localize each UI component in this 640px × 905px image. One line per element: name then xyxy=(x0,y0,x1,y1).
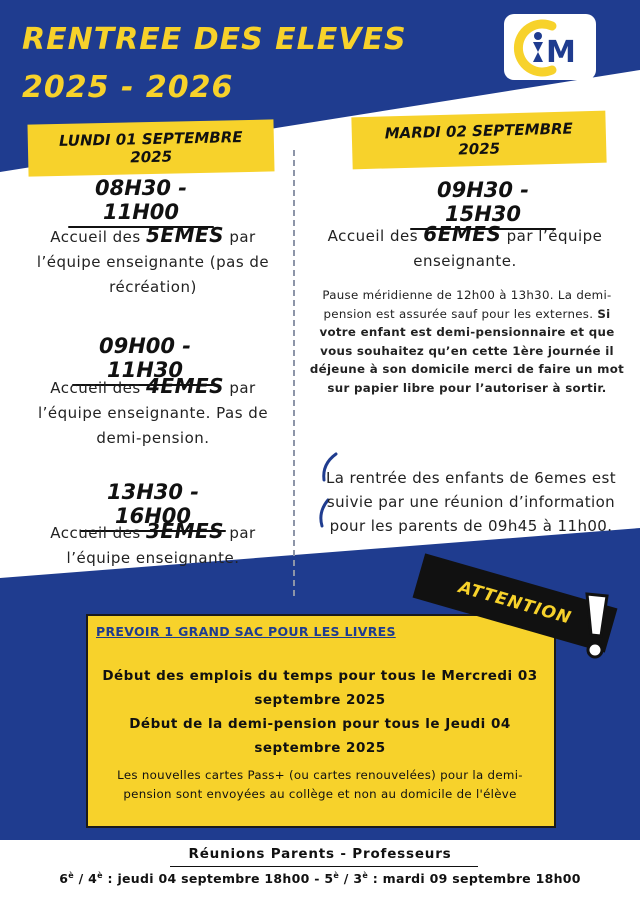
session-time-3emes: 13H30 - 16H00 xyxy=(80,480,226,532)
grade-4: 4 xyxy=(88,871,98,887)
page-title: RENTREE DES ELEVES xyxy=(22,22,407,57)
session-post: par xyxy=(229,379,256,397)
session-pre: Accueil des xyxy=(50,379,141,397)
meeting-date-1: : jeudi 04 septembre 18h00 - xyxy=(102,871,325,887)
meetings-dates xyxy=(0,871,640,886)
monday-header: LUNDI 01 SEPTEMBRE 2025 xyxy=(27,119,274,176)
exclamation-bar xyxy=(587,594,607,636)
meetings-title: Réunions Parents - Professeurs xyxy=(188,846,452,862)
tuesday-header: MARDI 02 SEPTEMBRE 2025 xyxy=(351,111,606,170)
session-pre: Accueil des xyxy=(50,524,141,542)
session-pre: Accueil des xyxy=(327,227,419,245)
book-bag-reminder: PREVOIR 1 GRAND SAC POUR LES LIVRES xyxy=(96,624,396,639)
lunch-info-normal: Pause méridienne de 12h00 à 13h30. La demi-pension est assurée sauf pour les externes. xyxy=(322,288,612,321)
grade-6: 6 xyxy=(59,871,69,887)
exclamation-icon xyxy=(577,590,617,662)
grade-6emes: 6EMES xyxy=(423,222,502,246)
session-pre: Accueil des xyxy=(50,228,141,246)
logo-m-letter: M xyxy=(546,35,576,70)
ordinal-suffix: è xyxy=(97,871,103,880)
timetable-start: Début des emplois du temps pour tous le Mercredi 03 septembre 2025 xyxy=(102,668,538,708)
ordinal-suffix: è xyxy=(68,871,74,880)
session-text-6emes xyxy=(306,222,624,274)
session-text-3emes xyxy=(22,519,284,571)
meeting-date-2: : mardi 09 septembre 18h00 xyxy=(368,871,581,887)
pass-card-info: Les nouvelles cartes Pass+ (ou cartes renouvelées) pour la demi-pension sont envoyées au collège et non au domicile de l'élève xyxy=(117,768,523,801)
canteen-start: Début de la demi-pension pour tous le Jeudi 04 septembre 2025 xyxy=(129,716,511,756)
session-text-5emes xyxy=(22,223,284,300)
grade-3emes: 3EMES xyxy=(145,519,225,543)
grade-3: 3 xyxy=(353,871,363,887)
grade-4emes: 4EMES xyxy=(145,374,225,398)
ordinal-suffix: è xyxy=(333,871,340,880)
grade-5: 5 xyxy=(324,871,334,887)
college-logo xyxy=(500,12,600,82)
lunch-info xyxy=(306,286,628,397)
column-divider xyxy=(293,150,295,596)
session-rest: l’équipe enseignante. xyxy=(66,549,240,567)
ordinal-suffix: è xyxy=(362,871,369,880)
parents-meeting-note: La rentrée des enfants de 6emes est suivie par une réunion d’information pour les parents de 09h45 à 11h00. xyxy=(326,469,616,535)
exclamation-dot xyxy=(588,643,602,657)
session-rest: enseignante. xyxy=(413,252,517,270)
schedule-start-info xyxy=(100,664,540,760)
session-post: par xyxy=(229,524,256,542)
session-time-4emes: 09H00 - 11H30 xyxy=(72,334,218,386)
session-rest: l’équipe enseignante (pas de récréation) xyxy=(36,253,270,296)
session-post: par xyxy=(229,228,256,246)
separator: / xyxy=(73,871,89,887)
session-time-5emes: 08H30 - 11H00 xyxy=(68,176,214,228)
meetings-underline xyxy=(170,866,478,867)
separator: / xyxy=(339,871,354,887)
session-rest: l’équipe enseignante. Pas de demi-pension. xyxy=(37,404,269,447)
session-text-4emes xyxy=(22,374,284,451)
grade-5emes: 5EMES xyxy=(145,223,225,247)
session-time-6emes: 09H30 - 15H30 xyxy=(410,178,556,230)
attention-badge: ATTENTION xyxy=(413,553,618,652)
lunch-info-bold: Si votre enfant est demi-pensionnaire et que vous souhaitez qu’en cette 1ère journée il déjeune à son domicile merci de faire un mot sur papier libre pour l’autoriser à sortir. xyxy=(309,306,625,395)
school-year: 2025 - 2026 xyxy=(22,70,234,105)
session-post: par l’équipe xyxy=(506,227,603,245)
logo-figure-head xyxy=(534,32,542,40)
